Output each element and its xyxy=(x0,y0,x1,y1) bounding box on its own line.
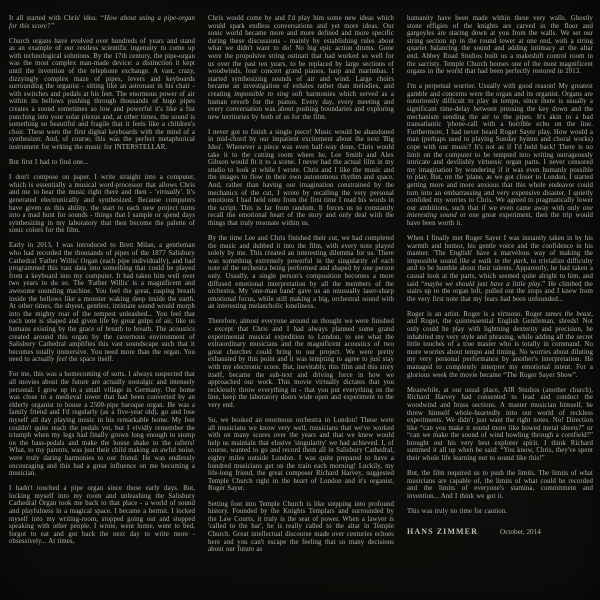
paragraph: When I finally met Roger Sayer I was instantly taken in by his warmth and humor, his gentle voice and the confidence in his manner. 'The English' have a marvelous way of making the impossible sound like a walk in the park, to trivialize difficulty and to be humble about their talents. Apparently, he had taken a casual look at the parts, which seemed quite alright to him, and said “maybe we should just have a little play.” He climbed the stairs up to the organ loft, pulled out the stops and I knew from the very first note that my fears had been unfounded... xyxy=(407,235,593,303)
text-column-1 xyxy=(9,15,195,600)
signature xyxy=(407,527,593,536)
paragraph: It all started with Chris' idea: “How about using a pipe-organ for this score?” xyxy=(9,15,195,30)
paragraph: Meanwhile, at our usual place, AIR Studios (another church), Richard Harvey had consented to lead and conduct the woodwind and brass sections. A master musician himself, he threw himself whole-heartedly into our world of reckless experiments. We didn't just want the right notes. No! Direction like “can you make it sound more like bowed metal sheets?” or “can we make the sound of wind howling through a cornfield?” brought out his very best explorer spirit. I think Richard summed it all up when he said: “You know, Chris, they've spent their whole life learning not to sound like this!” xyxy=(407,386,593,463)
paragraph: I don't compose on paper. I write straight into a computer, which is essentially a musical word-processor that allows Chris and me to hear the music right there and then - 'virtually'. It's generated electronically and synthesized. Because computers have given us this ability, the start to each new project turns into a mad hunt for sounds - things that I sample or spend days synthesizing in my laboratory that then become the palette of sonic colors for the film. xyxy=(9,174,195,235)
paragraph: Roger is an artist. Roger is a virtuoso. Roger tames the beast, and Roger, the quintessential English Gentleman, shreds! Not only could he play with lightning dexterity and precision, he inhabited my very style and phrasing, while adding all the secret little touches of a true master who is totally in command. No more worries about tempo and timing. No worries about diluting my very personal performance by another's interpretation. He managed to completely interpret my emotional intent. For a glorious week the movie became “The Roger Sayer Show”. xyxy=(407,310,593,379)
text-column-2 xyxy=(208,15,394,600)
paragraph: Chris would come by and I'd play him some new ideas which would spark endless conversations and yet more ideas. Our sonic world became more and more defined and more specific during these discussions - mainly by establishing rules about what we didn't want to do! No big epic action drums. Gone were the propulsive string ostinati that had worked so well for us over the past ten years, to be replaced by large sections of woodwinds, four concert grand pianos, harp and marimbas. I started synthesizing sounds of air and wind. Large choirs became an investigation of exhales rather than melodies, and creating impossible to sing soft harmonies which served as a human reverb for the pianos. Every day, every meeting and every conversation was about pushing boundaries and exploring new territories by both of us for the film. xyxy=(208,15,394,121)
paragraph: For me, this was a homecoming of sorts. I always suspected that all movies about the future are actually nostalgic and intensely personal. I grew up in a small village in Germany. Our home was close to a medieval tower that had been converted by an elderly organist to house a 2500-pipe baroque organ. He was a family friend and I'd regularly (as a five-year old), go and lose myself all day playing music in his remarkable home. My feet couldn't quite reach the pedals yet, but I vividly remember the triumph when my legs had finally grown long enough to stomp on the bass-pedals and make the house shake to the rafters! What, to my parents, was just their child making an awful noise, were truly daring harmonies to our friend. He was endlessly encouraging and this had a great influence on me becoming a musician. xyxy=(9,371,195,478)
paragraph: But, the film required us to push the limits. The limits of what musicians are capable of, the limits of what could be recorded and the limits of everyone's stamina, commitment and invention... And I think we got it. xyxy=(407,470,593,500)
paragraph: I hadn't touched a pipe organ since those early days. But, locking myself into my room and unleashing the Salisbury Cathedral Organ took me back to that place - a world of sound and playfulness in a magical space. I became a hermit. I locked myself into my writing-room, stopped going out and stopped speaking with other people. I wrote, went home, went to bed, forgot to eat and got back the next day to write more - obsessively... At times, xyxy=(9,485,195,546)
paragraph: By the time Lee and Chris finished their cut, we had completed the music and dubbed it into the film, with every note played solely by me. This created an interesting dilemma for us. There was something extremely powerful in the singularity of each note of the orchestra being performed and shaped by one person only. Usually, a single person's composition becomes a more diffused emotional interpretation by all the members of the orchestra. My 'one-man band' gave us an unusually laser-sharp emotional focus, while still making a big, orchestral sound with an interesting melancholic loneliness. xyxy=(208,235,394,311)
paragraph: So, we booked an enormous orchestra in London! These were all musicians we know very well, musicians that we've worked with on many scores over the years and that we knew would help us maintain that elusive 'singularity' we had achieved. I, of course, wanted to go and record them all in Salisbury Cathedral, eighty miles outside London. I was quite prepared to have a hundred musicians get on the train each morning! Luckily, my life-long friend, the great composer Richard Harvey, suggested Temple Church right in the heart of London and it's organist, Roger Sayer. xyxy=(208,417,394,493)
signature-author-name: HANS ZIMMER xyxy=(407,526,478,536)
paragraph: Therefore, almost everyone around us thought we were finished - except that Chris and I had always planned some grand experimental musical expedition to London, to see what the extraordinary musicians and the magnificent acoustics of two great churches could bring to our project. We were pretty exhausted by this point and it was tempting to agree to just stay with my electronic score. But, inevitably, this film and this story itself, became the sub-text and driving force in how we approached our work. This movie virtually dictates that you recklessly throw everything in - that you put everything on the line, keep the laboratory doors wide open and experiment to the very end. xyxy=(208,318,394,409)
paragraph: humanity have been made within these very walls. Ghostly stone effigies of the knights are carved in the floor and gargoyles are staring down at you from the walls. We set our string section up in the round tower at one end, with a string quartet balancing the sound and adding intimacy at the altar end. Abbey Road Studios built us a makeshift control room in the sacristy. Temple Church houses one of the most magnificent organs in the world that had been perfectly restored in 2013. xyxy=(407,15,593,76)
paragraph: This was truly no time for caution. xyxy=(407,508,508,516)
text-column-3 xyxy=(407,15,593,600)
paragraph: I never got to finish a single piece! Music would be abandoned in mid-chord by our impatient excitement about the next 'Big Idea'. Whenever a piece was even half-way done, Chris would take it to the cutting room where he, Lee Smith and Alex Gibson would fit it to a scene. I never had the actual film in my studio to look at while I wrote. Chris and I like the music and the images to flow in their own autonomous rhythm and space. And, rather than having our imagination constrained by the mechanics of the cut, I wrote by recalling the very personal emotions I had held onto from the first time I read his words in the script. This is far from random. It forces us to constantly recall the emotional heart of the story and only deal with the things that truly resonate within us. xyxy=(208,128,394,227)
signature-date: October, 2014 xyxy=(500,527,541,536)
paragraph: I'm a perpetual worrier. Usually with good reason! My greatest gamble and concerns were the organ and its organist. Organs are notoriously difficult to play in tempo, since there is usually a significant time-delay between pressing the key down and the mechanism sending the air to the pipes. It's akin to a bad transatlantic 'phone-call with a horrible echo on the line. Furthermore, I had never heard Roger Sayer play. How would a man (perhaps used to playing Sunday hymns and choral works) cope with our music? It's not as if I'd held back! There is no limit on the computer to be tempted into writing outrageously intricate and devilishly virtuosic organ parts. I never censored my imagination by wondering if it was even humanly possible to play. But, on the 'plane, as we got closer to London, I started getting more and more anxious that this whole endeavor could turn into an embarrassing and very expensive disaster. I quietly confided my worries to Chris. We agreed to pragmatically lower our ambitions, such that if we even came away with only one interesting sound or one great experiment, then the trip would have been worth it. xyxy=(407,83,593,227)
paragraph: Setting foot into Temple Church is like stepping into profound history. Founded by the Knights Templars and surrounded by the Law Courts, it truly is the seat of power. When a lawyer is 'called to the bar', he is really called to the altar in Temple Church. Great intellectual discourse made over centuries echoes here and you can't escape the feeling that so many decisions about our future as xyxy=(208,500,394,554)
paragraph: Church organs have evolved over hundreds of years and stand as an example of our restless scientific ingenuity to come up with technological solutions. By the 17th century, the pipe-organ was the most complex man-made device: a distinction it kept until the invention of the telephone exchange. A vast, crazy, dizzyingly complex maze of pipes, levers and keyboards surrounding the organist - sitting like an astronaut in his chair - with switches and pedals at his feet. The enormous power of air within its bellows pushing through thousands of huge pipes creates a sound sometimes so low and powerful it's like a fist punching into your solar plexus and, at other times, the sound is something so beautiful and fragile that it feels like a children's choir. These were the first digital keyboards with the mind of a synthesizer. And, of course, this was the perfect metaphorical instrument for writing the music for INTERSTELLAR. xyxy=(9,37,195,151)
paragraph: Early in 2013, I was introduced to Brett Milan, a gentleman who had recorded the thousands of pipes of the 1877 Salisbury Cathedral 'Father Willis' Organ (each pipe individually), and had programmed this vast data into something that could be played from a keyboard into my computer. It had taken him well over two years to do so. The 'Father Willis' is a magnificent and awesome sounding machine. You feel the great, rasping breath inside the bellows like a monster waking deep inside the earth. At other times, the shyest, gentlest, intimate sound would morph into the mighty roar of the tempest unleashed... You feel that each note is shaped and given life by great gulps of air, like us humans existing by the grace of breath to breath. The acoustics created around this organ by the cavernous environment of Salisbury Cathedral amplifies this vast soundscape such that it becomes totally immersive. You need more than the organ. You need to actually feel the space itself. xyxy=(9,242,195,364)
three-column-layout xyxy=(9,15,592,600)
paragraph: But first I had to find one... xyxy=(9,159,89,167)
